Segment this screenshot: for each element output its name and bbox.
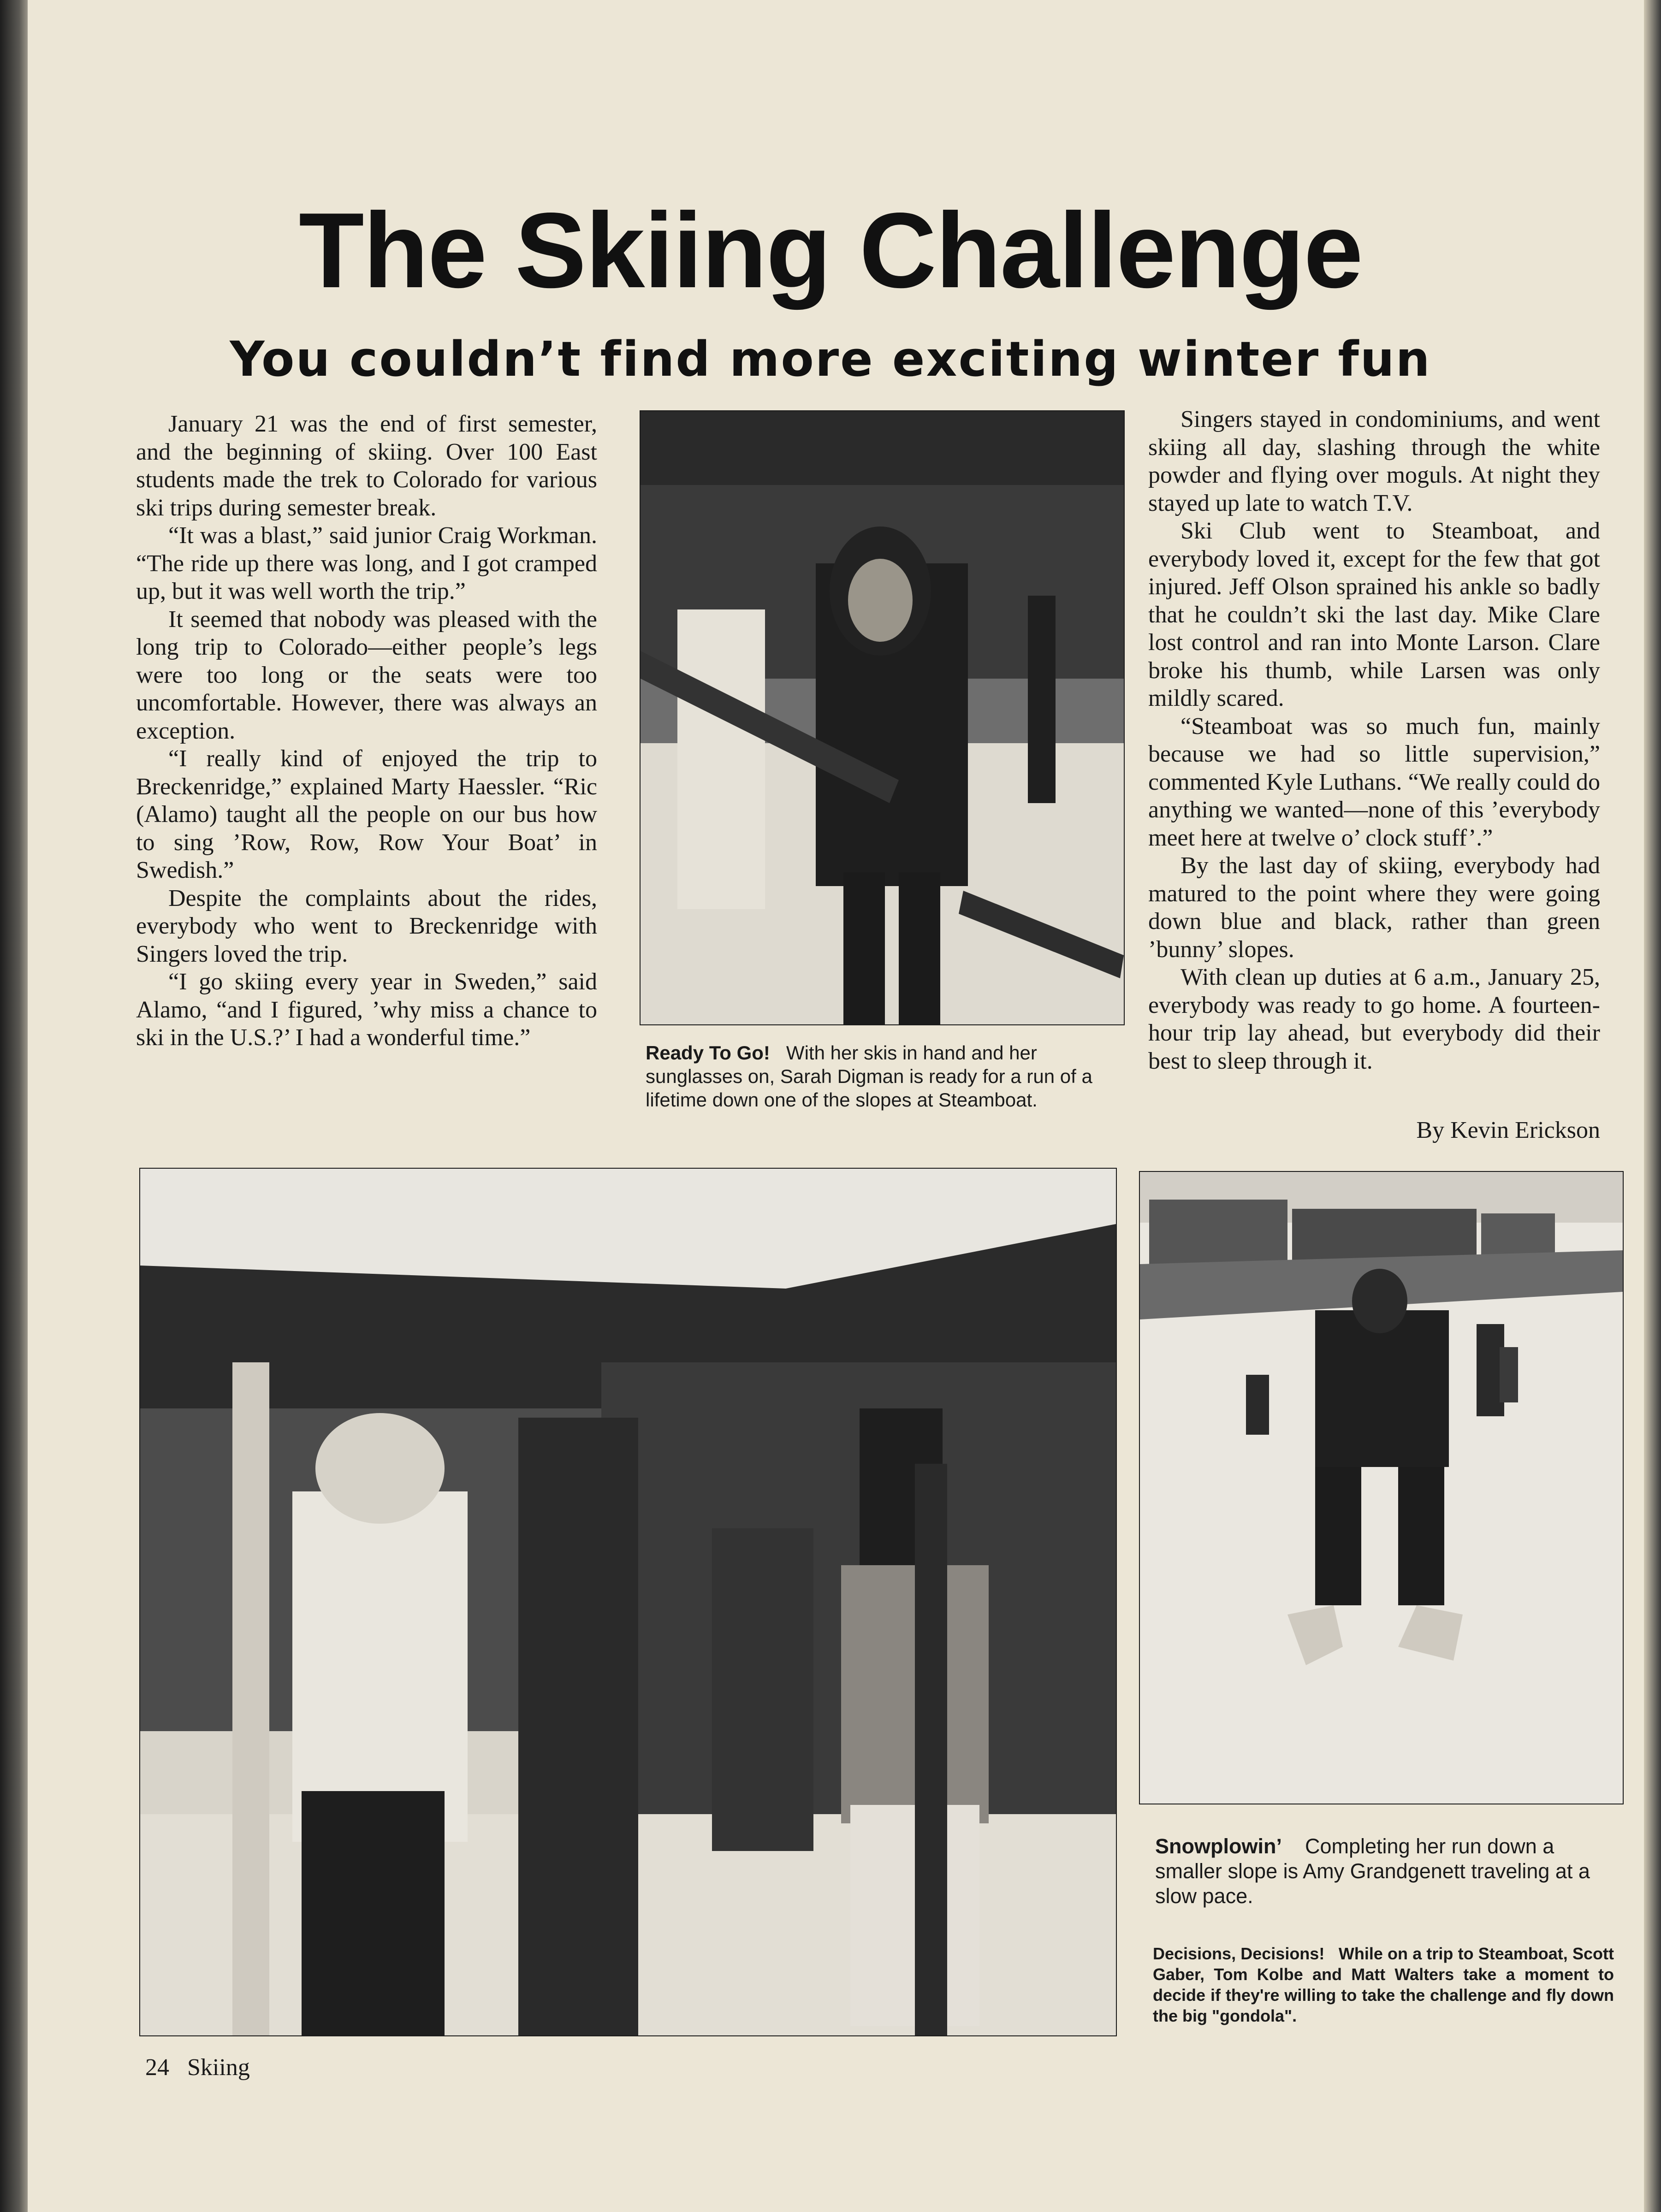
- caption-snowplowin: [1155, 1834, 1616, 1909]
- byline: By Kevin Erickson: [1416, 1117, 1600, 1143]
- paragraph: Singers stayed in condominiums, and went skiing all day, slashing through the white powder and flying over moguls. At night they stayed up late to watch T.V.: [1148, 406, 1600, 516]
- paragraph: Despite the complaints about the rides, everybody who went to Breckenridge with Singers loved the trip.: [136, 885, 597, 967]
- caption-text: With her skis in hand and her sunglasses on, Sarah Digman is ready for a run of a lifetime down one of the slopes at Steamboat.: [646, 1042, 1092, 1111]
- page-number: 24: [145, 2054, 169, 2081]
- paragraph: By the last day of skiing, everybody had matured to the point where they were going down blue and black, rather than green ’bunny’ slopes.: [1148, 852, 1600, 963]
- caption-text: While on a trip to Steamboat, Scott Gaber, Tom Kolbe and Matt Walters take a moment to decide if they're willing to take the challenge and fly down the big "gondola".: [1153, 1944, 1614, 2025]
- photo-snowplowin: [1139, 1171, 1624, 1804]
- paragraph: January 21 was the end of first semester, and the beginning of skiing. Over 100 East students made the trek to Colorado for various ski trips during semester break.: [136, 411, 597, 521]
- paragraph: With clean up duties at 6 a.m., January 25, everybody was ready to go home. A fourteen-hour trip lay ahead, but everybody did their best to sleep through it.: [1148, 964, 1600, 1074]
- caption-ready-to-go: [646, 1041, 1109, 1112]
- photo-decisions: [139, 1168, 1117, 2036]
- paragraph: “I really kind of enjoyed the trip to Breckenridge,” explained Marty Haessler. “Ric (Alamo) taught all the people on our bus how to sing ’Row, Row, Row Your Boat’ in Swedish.”: [136, 745, 597, 883]
- paragraph: It seemed that nobody was pleased with the long trip to Colorado—either people’s legs were too long or the seats were too uncomfortable. However, there was always an exception.: [136, 606, 597, 744]
- section-name: Skiing: [187, 2054, 250, 2081]
- article-title: The Skiing Challenge: [298, 191, 1363, 310]
- caption-decisions: [1153, 1943, 1614, 2026]
- paragraph: “Steamboat was so much fun, mainly because we had so little supervision,” commented Kyle Luthans. “We really could do anything we wanted—none of this ’everybody meet here at twelve o’ clock stuff’.”: [1148, 713, 1600, 851]
- article-subtitle: You couldn’t find more exciting winter fun: [230, 331, 1431, 387]
- paragraph: “I go skiing every year in Sweden,” said Alamo, “and I figured, ’why miss a chance to ski in the U.S.?’ I had a wonderful time.”: [136, 969, 597, 1051]
- caption-text: Completing her run down a smaller slope is Amy Grandgenett traveling at a slow pace.: [1155, 1834, 1590, 1908]
- page-folio: [145, 2054, 250, 2081]
- body-column-left: [136, 410, 597, 1052]
- body-column-right: [1148, 406, 1600, 1075]
- caption-heading: Decisions, Decisions!: [1153, 1944, 1325, 1963]
- photo-ready-to-go: [640, 410, 1125, 1025]
- paragraph: Ski Club went to Steamboat, and everybody loved it, except for the few that got injured. Jeff Olson sprained his ankle so badly that he couldn’t ski the last day. Mike Clare lost control and ran into Monte Larson. Clare broke his thumb, while Larsen was only mildly scared.: [1148, 518, 1600, 711]
- caption-heading: Snowplowin’: [1155, 1834, 1282, 1858]
- caption-heading: Ready To Go!: [646, 1042, 770, 1064]
- paragraph: “It was a blast,” said junior Craig Workman. “The ride up there was long, and I got cramped up, but it was well worth the trip.”: [136, 522, 597, 604]
